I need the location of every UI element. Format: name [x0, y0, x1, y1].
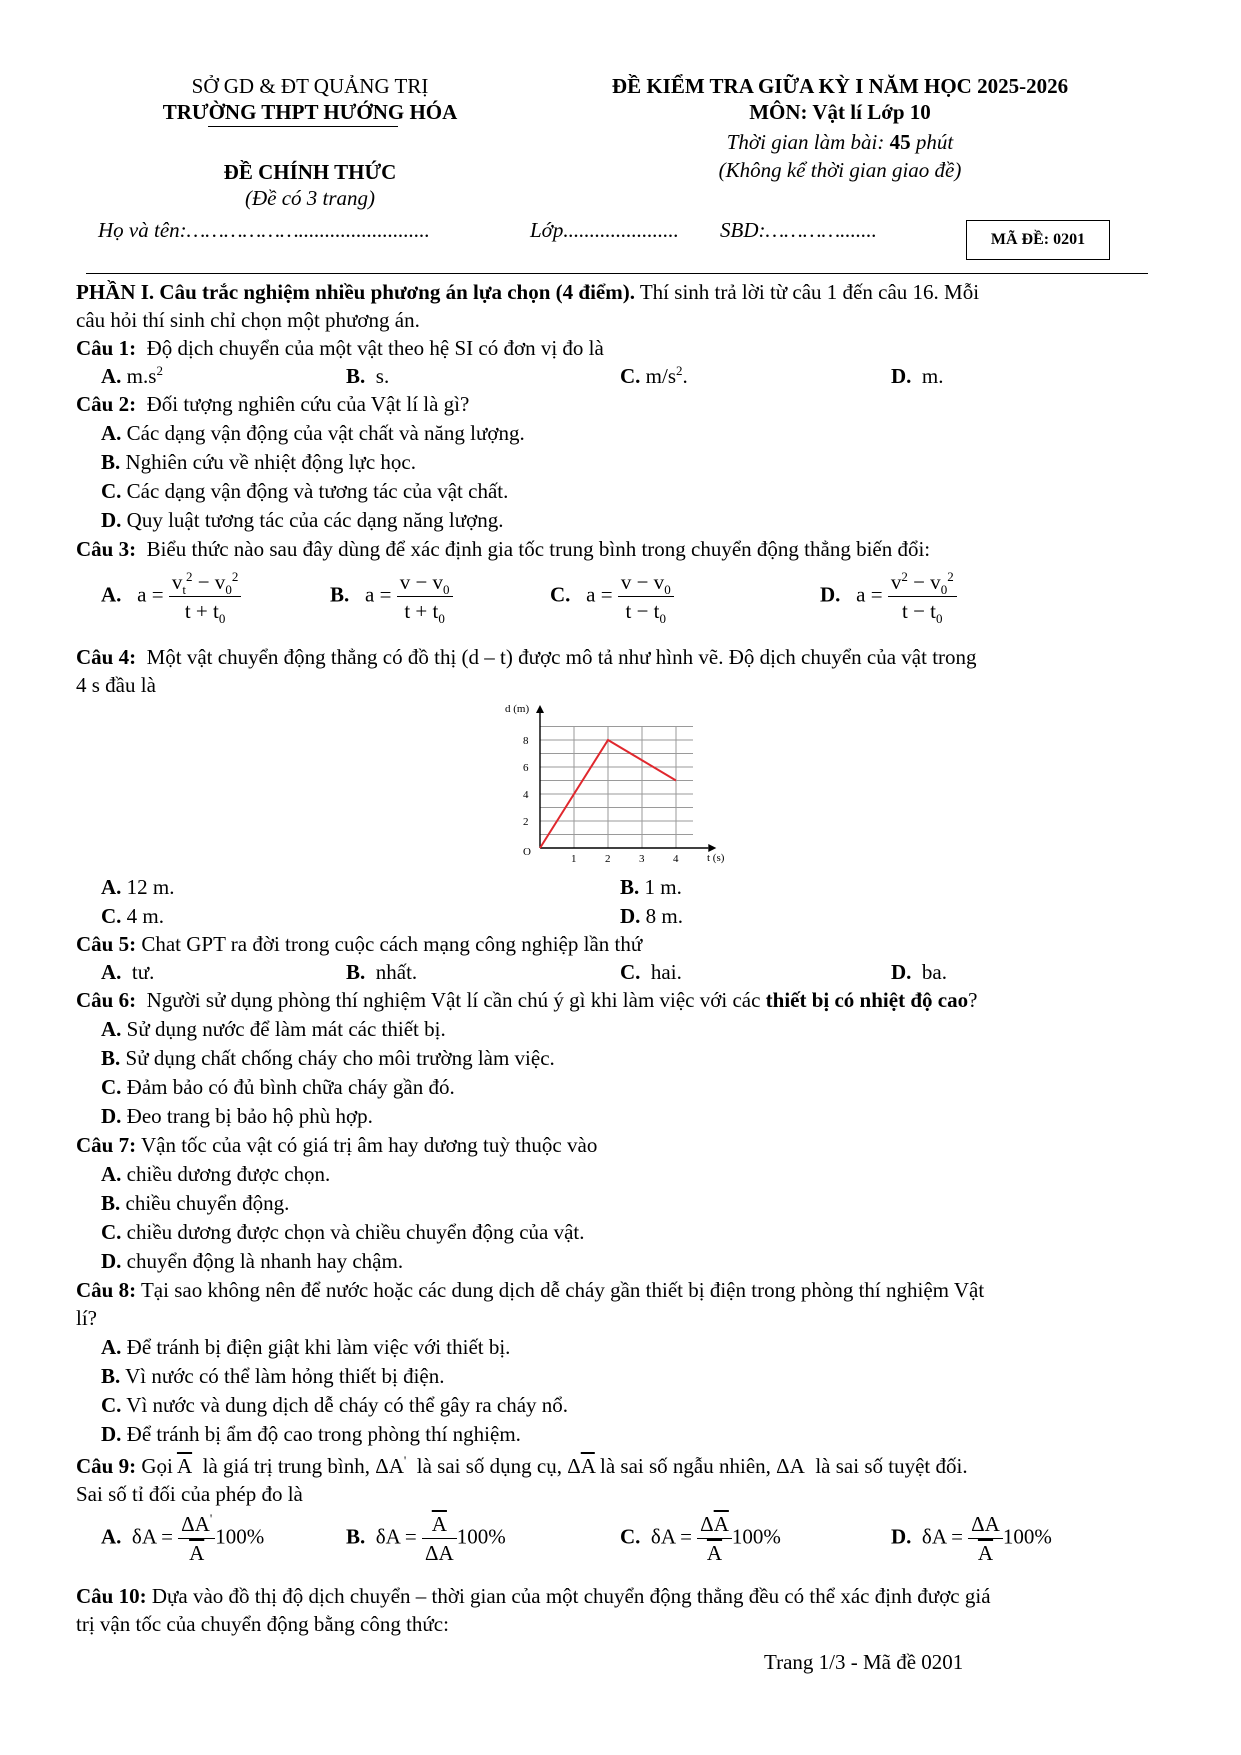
- q6-a: A. Sử dụng nước để làm mát các thiết bị.: [101, 1017, 446, 1041]
- q10-cont: trị vận tốc của chuyển động bằng công thức:: [76, 1612, 449, 1636]
- q5-c: C. hai.: [620, 960, 682, 984]
- q9-c: C. δA = $\frac{\Delta\overline{A}}{A}$ 100%: [620, 1512, 781, 1565]
- q7-d: D. chuyển động là nhanh hay chậm.: [101, 1249, 404, 1273]
- official-label: ĐỀ CHÍNH THỨC: [223, 160, 397, 184]
- y-tick-label: 4: [523, 789, 529, 801]
- q6: Câu 6: Người sử dụng phòng thí nghiệm Vật lí cần chú ý gì khi làm việc với các thiết bị có nhiệt độ cao?: [76, 988, 978, 1012]
- x-tick-label: 1: [571, 853, 577, 865]
- q2-b: B. Nghiên cứu về nhiệt động lực học.: [101, 450, 416, 474]
- name-field: Họ và tên:……………….........................: [98, 218, 430, 242]
- d-t-chart: [495, 700, 735, 870]
- q2-d: D. Quy luật tương tác của các dạng năng lượng.: [101, 508, 504, 532]
- chart-y-label: d (m): [505, 703, 530, 715]
- class-field: Lớp......................: [530, 218, 679, 242]
- school-name: TRƯỜNG THPT HƯỚNG HÓA: [162, 100, 458, 124]
- section-instr: câu hỏi thí sinh chỉ chọn một phương án.: [76, 308, 420, 332]
- q2-c: C. Các dạng vận động và tương tác của vật chất.: [101, 479, 509, 503]
- chart-axes: [536, 705, 716, 852]
- q7-b: B. chiều chuyển động.: [101, 1191, 290, 1215]
- q4: Câu 4: Một vật chuyển động thẳng có đồ thị (d – t) được mô tả như hình vẽ. Độ dịch chuyển của vật trong: [76, 645, 977, 669]
- q9-b: B. δA = $\frac{\overline{A}}{\Delta A}$ 100%: [346, 1512, 506, 1565]
- q8-cont: lí?: [76, 1306, 97, 1330]
- q8-b: B. Vì nước có thể làm hỏng thiết bị điện.: [101, 1364, 445, 1388]
- subject: MÔN: Vật lí Lớp 10: [749, 100, 931, 124]
- q6-b: B. Sử dụng chất chống cháy cho môi trường làm việc.: [101, 1046, 555, 1070]
- q4-a: A. 12 m.: [101, 875, 175, 899]
- x-tick-label: 4: [673, 853, 679, 865]
- q8: Câu 8: Tại sao không nên để nước hoặc các dung dịch dễ cháy gần thiết bị điện trong phòng thí nghiệm Vật: [76, 1278, 985, 1302]
- q3-d: D. a = $\frac{v^2 - v_0^2}{t - t_0}$: [820, 568, 957, 625]
- chart-origin: O: [523, 846, 531, 858]
- y-tick-label: 2: [523, 816, 529, 828]
- chart-x-label: t (s): [707, 852, 725, 864]
- sbd-field: SBD:………….......: [720, 218, 877, 242]
- q5-b: B. nhất.: [346, 960, 418, 984]
- exam-title: ĐỀ KIỂM TRA GIỮA KỲ I NĂM HỌC 2025-2026: [611, 74, 1069, 98]
- q5-d: D. ba.: [891, 960, 947, 984]
- q9-cont: Sai số tỉ đối của phép đo là: [76, 1482, 303, 1506]
- q1-a: A. $m.s^2$: [101, 363, 163, 388]
- header-divider: [86, 273, 1148, 274]
- school-underline: [208, 126, 398, 127]
- pages-note: (Đề có 3 trang): [244, 186, 376, 210]
- time-note: (Không kể thời gian giao đề): [718, 158, 962, 182]
- q8-c: C. Vì nước và dung dịch dễ cháy có thể gây ra cháy nổ.: [101, 1393, 569, 1417]
- q7: Câu 7: Vận tốc của vật có giá trị âm hay dương tuỳ thuộc vào: [76, 1133, 598, 1157]
- q1-d: D. m.: [891, 364, 944, 388]
- q4-d: D. 8 m.: [620, 904, 684, 928]
- x-tick-label: 3: [639, 853, 645, 865]
- q4-b: B. 1 m.: [620, 875, 682, 899]
- q9: Câu 9: Gọi $\overline{A}$ là giá trị trung bình, ΔA' là sai số dụng cụ, $\Delta\overline{A}$ là sai số ngẫu nhiên, ΔA là sai số tuyệt đối.: [76, 1453, 968, 1478]
- exam-code-box: MÃ ĐỀ: 0201: [966, 220, 1110, 260]
- q7-c: C. chiều dương được chọn và chiều chuyển động của vật.: [101, 1220, 585, 1244]
- dept-name: SỞ GD & ĐT QUẢNG TRỊ: [191, 74, 429, 98]
- y-tick-label: 8: [523, 735, 529, 747]
- chart-ticks: [523, 735, 679, 865]
- q9-d: D. δA = $\frac{\Delta A}{A}$ 100%: [891, 1512, 1052, 1565]
- q6-c: C. Đảm bảo có đủ bình chữa cháy gần đó.: [101, 1075, 455, 1099]
- y-tick-label: 6: [523, 762, 529, 774]
- q1-c: C. $m/s^2$.: [620, 363, 688, 388]
- q9-a: A. δA = $\frac{\Delta A'}{A}$ 100%: [101, 1511, 265, 1565]
- q3-b: B. a = $\frac{v - v_0}{t + t_0}$: [330, 568, 453, 625]
- q4-cont: 4 s đầu là: [76, 673, 156, 697]
- q5-a: A. tư.: [101, 960, 155, 984]
- y-axis-arrow: [536, 705, 544, 713]
- q3-c: C. a = $\frac{v - v_0}{t - t_0}$: [550, 568, 674, 625]
- q1-b: B. s.: [346, 364, 390, 388]
- q3: Câu 3: Biểu thức nào sau đây dùng để xác định gia tốc trung bình trong chuyển động thẳng biến đổi:: [76, 537, 931, 561]
- q8-d: D. Để tránh bị ẩm độ cao trong phòng thí nghiệm.: [101, 1422, 521, 1446]
- q7-a: A. chiều dương được chọn.: [101, 1162, 331, 1186]
- q3-a: A. a = $\frac{v_t^2 - v_0^2}{t + t_0}$: [101, 568, 241, 625]
- x-axis-arrow: [708, 844, 716, 852]
- q8-a: A. Để tránh bị điện giật khi làm việc với thiết bị.: [101, 1335, 511, 1359]
- time-limit: Thời gian làm bài: 45 phút: [726, 130, 954, 154]
- q2-a: A. Các dạng vận động của vật chất và năng lượng.: [101, 421, 525, 445]
- q5: Câu 5: Chat GPT ra đời trong cuộc cách mạng công nghiệp lần thứ: [76, 932, 643, 956]
- x-tick-label: 2: [605, 853, 611, 865]
- q6-d: D. Đeo trang bị bảo hộ phù hợp.: [101, 1104, 373, 1128]
- q4-c: C. 4 m.: [101, 904, 165, 928]
- section-title: PHẦN I. Câu trắc nghiệm nhiều phương án lựa chọn (4 điểm). Thí sinh trả lời từ câu 1 đến câu 16. Mỗi: [76, 280, 980, 304]
- q2: Câu 2: Đối tượng nghiên cứu của Vật lí là gì?: [76, 392, 470, 416]
- q10: Câu 10: Dựa vào đồ thị độ dịch chuyển – thời gian của một chuyển động thẳng đều có thể xác định được giá: [76, 1584, 991, 1608]
- q1: Câu 1: Độ dịch chuyển của một vật theo hệ SI có đơn vị đo là: [76, 336, 604, 360]
- page-footer: Trang 1/3 - Mã đề 0201: [764, 1650, 964, 1674]
